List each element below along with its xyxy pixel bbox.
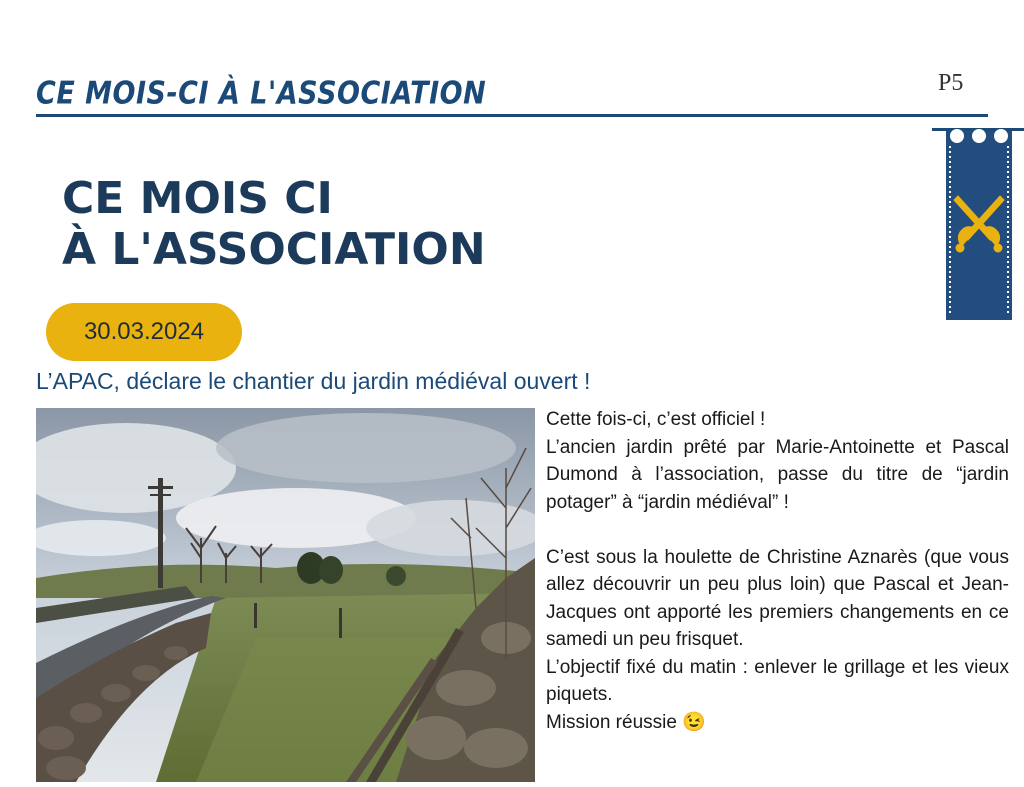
page-number: P5 bbox=[938, 70, 964, 96]
article-paragraph: L’ancien jardin prêté par Marie-Antoinette et Pascal Dumond à l’association, passe du titre de “jardin potager” à “jardin médiéval” ! bbox=[546, 436, 1009, 513]
main-title-line-2: À L'ASSOCIATION bbox=[62, 224, 486, 275]
article-paragraph: L’objectif fixé du matin : enlever le grillage et les vieux piquets. bbox=[546, 656, 1009, 705]
article-body bbox=[546, 406, 1009, 736]
main-title-line-1: CE MOIS CI bbox=[62, 173, 333, 224]
date-badge: 30.03.2024 bbox=[46, 303, 242, 361]
article-headline: L’APAC, déclare le chantier du jardin médiéval ouvert ! bbox=[36, 368, 591, 394]
header-divider bbox=[36, 114, 988, 117]
heraldic-banner bbox=[932, 128, 1024, 322]
garden-photo bbox=[36, 408, 535, 782]
paragraph-spacer bbox=[546, 516, 1009, 544]
article-paragraph: Mission réussie 😉 bbox=[546, 711, 706, 733]
main-title bbox=[62, 173, 486, 275]
section-header: CE MOIS-CI À L'ASSOCIATION bbox=[36, 76, 487, 112]
article-paragraph: C’est sous la houlette de Christine Aznarès (que vous allez découvrir un peu plus loin) que Pascal et Jean-Jacques ont apporté les premiers changements en ce samedi un peu frisquet. bbox=[546, 546, 1009, 650]
article-paragraph: Cette fois-ci, c’est officiel ! bbox=[546, 409, 766, 430]
